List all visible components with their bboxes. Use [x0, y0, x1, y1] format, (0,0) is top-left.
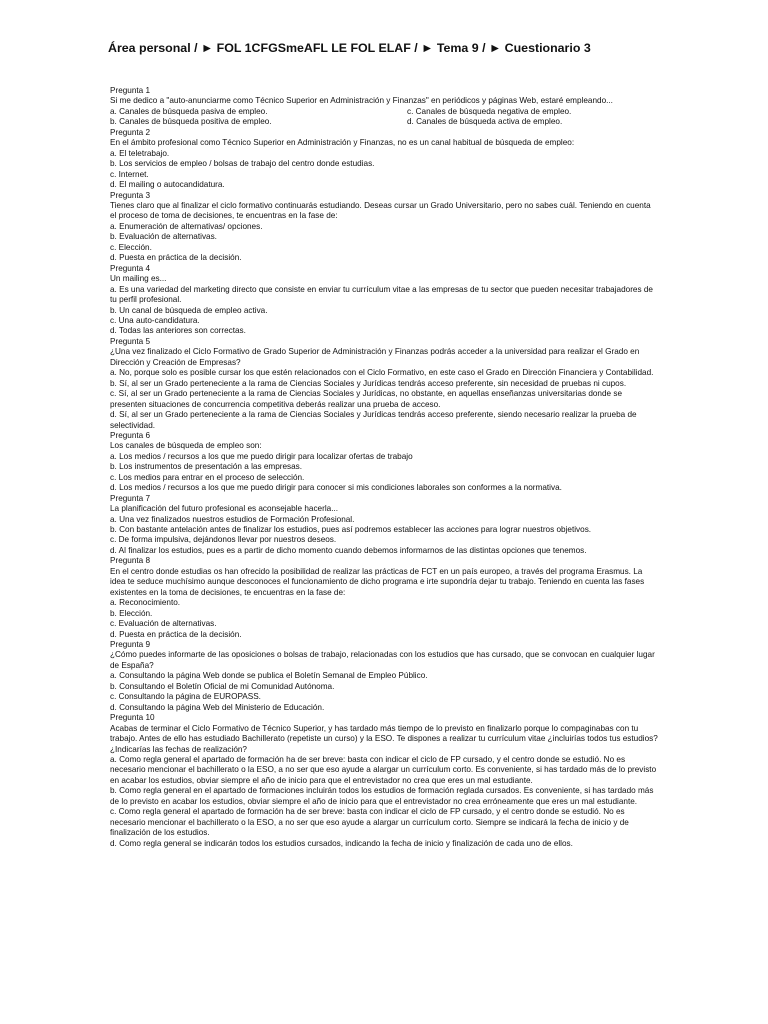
- question-text: La planificación del futuro profesional es aconsejable hacerla...: [110, 504, 339, 514]
- option-b: b. Un canal de búsqueda de empleo activa.: [110, 305, 268, 315]
- option-d: d. Puesta en práctica de la decisión.: [110, 629, 242, 639]
- option-c: c. Canales de búsqueda negativa de empleo.: [407, 106, 572, 116]
- option-b: b. Los servicios de empleo / bolsas de trabajo del centro donde estudias.: [110, 159, 375, 169]
- question-text: ¿Cómo puedes informarte de las oposiciones o bolsas de trabajo, relacionadas con los estudios que has cursado, que se convocan en cualquier lugar de España?: [110, 650, 655, 670]
- question-title: Pregunta 2: [110, 127, 151, 137]
- question-text: Un mailing es...: [110, 274, 167, 284]
- option-row: [110, 107, 658, 117]
- option-d: d. Los medios / recursos a los que me puedo dirigir para conocer si mis condiciones laborales son conformes a la normativa.: [110, 483, 562, 493]
- question-title: Pregunta 1: [110, 86, 151, 95]
- question-6: [110, 431, 658, 494]
- option-c: c. Los medios para entrar en el proceso de selección.: [110, 472, 305, 482]
- quiz-content: [110, 86, 658, 849]
- question-title: Pregunta 5: [110, 336, 151, 346]
- question-text: Si me dedico a "auto-anunciarme como Técnico Superior en Administración y Finanzas" en periódicos y páginas Web, estaré empleando...: [110, 96, 613, 106]
- option-c: c. De forma impulsiva, dejándonos llevar por nuestros deseos.: [110, 535, 337, 545]
- option-d: d. Como regla general se indicarán todos los estudios cursados, indicando la fecha de inicio y finalización de cada uno de ellos.: [110, 838, 573, 848]
- option-c: c. Una auto-candidatura.: [110, 315, 200, 325]
- question-1: [110, 86, 658, 128]
- question-text: En el ámbito profesional como Técnico Superior en Administración y Finanzas, no es un canal habitual de búsqueda de empleo:: [110, 138, 575, 148]
- question-title: Pregunta 9: [110, 640, 151, 650]
- option-d: d. Consultando la página Web del Ministerio de Educación.: [110, 702, 325, 712]
- question-5: [110, 337, 658, 431]
- question-title: Pregunta 4: [110, 263, 151, 273]
- question-title: Pregunta 8: [110, 556, 151, 566]
- option-c: c. Internet.: [110, 169, 149, 179]
- question-text: En el centro donde estudias os han ofrecido la posibilidad de realizar las prácticas de FCT en un país europeo, a través del programa Erasmus. La idea te seduce muchísimo aunque desconoces el funcionamiento de dicho programa e irte supondría dejar tu trabajo. Teniendo en cuenta las fases existentes en la toma de decisiones, te encuentras en la fase de:: [110, 566, 645, 597]
- option-b: b. Canales de búsqueda positiva de empleo.: [110, 117, 272, 127]
- option-c: c. Elección.: [110, 242, 152, 252]
- option-a: a. Enumeración de alternativas/ opciones.: [110, 221, 263, 231]
- option-a: a. Reconocimiento.: [110, 598, 181, 608]
- option-b: b. Sí, al ser un Grado perteneciente a la rama de Ciencias Sociales y Jurídicas tendrás acceso preferente, sin necesidad de pruebas ni cupos.: [110, 378, 627, 388]
- option-a: a. No, porque solo es posible cursar los que estén relacionados con el Ciclo Formativo, en este caso el Grado en Dirección Financiera y Contabilidad.: [110, 368, 654, 378]
- option-row: [110, 117, 658, 127]
- question-2: [110, 128, 658, 191]
- option-c: c. Sí, al ser un Grado perteneciente a la rama de Ciencias Sociales y Jurídicas, no obstante, en aquellas enseñanzas universitarias donde se presenten situaciones de concurrencia competitiva deberás realizar una prueba de acceso.: [110, 389, 623, 409]
- question-title: Pregunta 6: [110, 430, 151, 440]
- question-3: [110, 191, 658, 264]
- option-a: a. Es una variedad del marketing directo que consiste en enviar tu currículum vitae a las empresas de tu sector que pueden necesitar trabajadores de tu perfil profesional.: [110, 284, 653, 305]
- option-b: b. Los instrumentos de presentación a las empresas.: [110, 462, 303, 472]
- option-a: a. Como regla general el apartado de formación ha de ser breve: basta con indicar el ciclo de FP cursado, y el centro donde se estudió. No es necesario mencionar el bachillerato o la ESO, a no ser que eso ayude a alargar un currículum corto. Es conveniente, si has tardado más de lo previsto en acabar los estudios, obviar siempre el año de inicio para que el entrevistador no crea que eres un mal estudiante.: [110, 755, 657, 785]
- option-d: d. El mailing o autocandidatura.: [110, 180, 225, 190]
- option-d: d. Todas las anteriores son correctas.: [110, 326, 246, 336]
- option-b: b. Consultando el Boletín Oficial de mi Comunidad Autónoma.: [110, 681, 335, 691]
- option-d: d. Al finalizar los estudios, pues es a partir de dicho momento cuando debemos informarnos de las distintas opciones que tenemos.: [110, 545, 587, 555]
- option-d: d. Canales de búsqueda activa de empleo.: [407, 117, 563, 127]
- question-10: [110, 713, 658, 849]
- question-title: Pregunta 3: [110, 190, 151, 200]
- option-c: c. Consultando la página de EUROPASS.: [110, 692, 261, 702]
- option-c: c. Evaluación de alternativas.: [110, 619, 217, 629]
- option-a: a. Una vez finalizados nuestros estudios de Formación Profesional.: [110, 514, 355, 524]
- option-c: c. Como regla general el apartado de formación ha de ser breve: basta con indicar el ciclo de FP cursado, y el centro donde se estudió. No es necesario mencionar el bachillerato o la ESO, a no ser que eso ayude a alargar un currículum corto. Siempre se indicará la fecha de inicio y de finalización de los estudios.: [110, 807, 629, 838]
- question-9: [110, 640, 658, 713]
- question-8: [110, 556, 658, 640]
- option-a: a. Los medios / recursos a los que me puedo dirigir para localizar ofertas de trabajo: [110, 451, 413, 461]
- option-b: b. Con bastante antelación antes de finalizar los estudios, pues así podremos establecer las acciones para lograr nuestros objetivos.: [110, 525, 592, 535]
- option-a: a. Canales de búsqueda pasiva de empleo.: [110, 106, 268, 116]
- option-d: d. Sí, al ser un Grado perteneciente a la rama de Ciencias Sociales y Jurídicas tendrás acceso preferente, siendo necesario realizar la prueba de selectividad.: [110, 410, 637, 430]
- option-b: b. Elección.: [110, 608, 153, 618]
- question-text: Los canales de búsqueda de empleo son:: [110, 441, 262, 451]
- option-a: a. El teletrabajo.: [110, 148, 170, 158]
- question-text: Tienes claro que al finalizar el ciclo formativo continuarás estudiando. Deseas cursar un Grado Universitario, pero no sabes cuál. Teniendo en cuenta el proceso de toma de decisiones, te encuentras en la fase de:: [110, 200, 651, 221]
- question-text: ¿Una vez finalizado el Ciclo Formativo de Grado Superior de Administración y Finanzas podrás acceder a la universidad para realizar el Grado en Dirección y Creación de Empresas?: [110, 347, 640, 367]
- question-4: [110, 264, 658, 337]
- breadcrumb[interactable]: Área personal / ► FOL 1CFGSmeAFL LE FOL ELAF / ► Tema 9 / ► Cuestionario 3: [108, 41, 591, 55]
- question-title: Pregunta 10: [110, 713, 155, 723]
- option-a: a. Consultando la página Web donde se publica el Boletín Semanal de Empleo Público.: [110, 671, 428, 681]
- option-b: b. Como regla general en el apartado de formaciones incluirán todos los estudios de formación reglada cursados. Es conveniente, si has tardado más de lo previsto en acabar los estudios, obviar siempre el año de inicio para que el entrevistador no crea erróneamente que eres un mal estudiante.: [110, 786, 654, 806]
- option-b: b. Evaluación de alternativas.: [110, 232, 217, 242]
- question-7: [110, 494, 658, 557]
- question-title: Pregunta 7: [110, 493, 151, 503]
- question-text: Acabas de terminar el Ciclo Formativo de Técnico Superior, y has tardado más tiempo de lo previsto en finalizarlo porque lo compaginabas con tu trabajo. Antes de ello has estudiado Bachillerato (repetiste un curso) y la ESO. Te dispones a realizar tu currículum vitae ¿incluirías todos tus estudios? ¿Indicarías las fechas de realización?: [110, 723, 658, 754]
- option-d: d. Puesta en práctica de la decisión.: [110, 253, 242, 263]
